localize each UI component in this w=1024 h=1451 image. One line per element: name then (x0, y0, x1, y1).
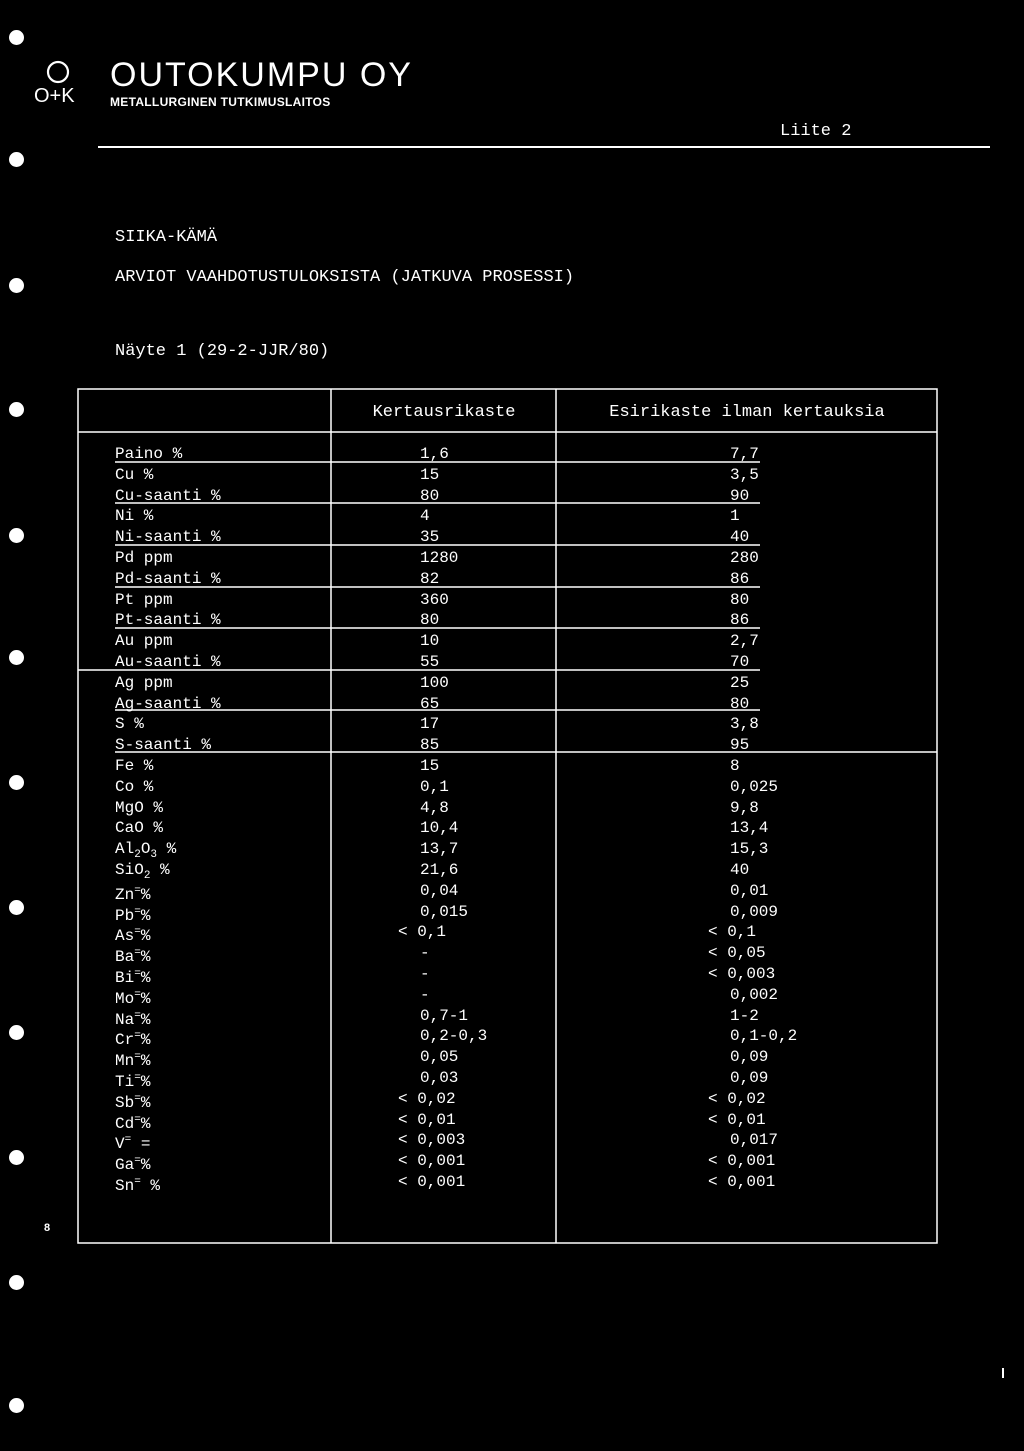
label-unit: % (140, 969, 151, 987)
label-base: O (140, 840, 151, 858)
value-kertausrikaste: 10,4 (420, 819, 459, 837)
value-kertausrikaste: 35 (420, 528, 440, 546)
label-base: Ti (115, 1073, 135, 1091)
row-label: Ag-saanti % (115, 695, 221, 713)
value-kertausrikaste: 1280 (420, 549, 459, 567)
value-kertausrikaste: 13,7 (420, 840, 459, 858)
row-label: Fe % (115, 757, 154, 775)
row-label: S % (115, 715, 144, 733)
value-esirikaste: 0,017 (730, 1131, 779, 1149)
label-base: Mn (115, 1052, 135, 1070)
value-esirikaste: 1 (730, 507, 740, 525)
value-kertausrikaste: 21,6 (420, 861, 459, 879)
value-esirikaste: 0,01 (730, 882, 769, 900)
label-superscript: = (134, 1030, 141, 1042)
label-base: Bi (115, 969, 135, 987)
value-esirikaste: < 0,01 (708, 1111, 766, 1129)
page-number: 8 (44, 1222, 51, 1234)
value-kertausrikaste: < 0,02 (398, 1090, 456, 1108)
label-unit: % (150, 861, 170, 879)
logo-text: O+K (34, 85, 75, 107)
value-kertausrikaste: 4 (420, 507, 430, 525)
value-esirikaste: 80 (730, 695, 750, 713)
value-esirikaste: < 0,001 (708, 1173, 776, 1191)
value-kertausrikaste: 10 (420, 632, 440, 650)
row-label: Cu-saanti % (115, 487, 221, 505)
value-kertausrikaste: 80 (420, 611, 440, 629)
label-superscript: = (134, 906, 141, 918)
row-label: Pt ppm (115, 591, 173, 609)
row-label: Ag ppm (115, 674, 173, 692)
value-kertausrikaste: < 0,001 (398, 1173, 466, 1191)
value-esirikaste: 0,09 (730, 1048, 769, 1066)
sample-label: Näyte 1 (29-2-JJR/80) (115, 342, 330, 361)
value-kertausrikaste: - (420, 965, 430, 983)
value-esirikaste: < 0,02 (708, 1090, 766, 1108)
label-unit: % (157, 840, 177, 858)
value-esirikaste: 2,7 (730, 632, 759, 650)
row-label: Pt-saanti % (115, 611, 221, 629)
value-esirikaste: 86 (730, 611, 750, 629)
value-esirikaste: < 0,1 (708, 923, 757, 941)
label-unit: % (140, 1177, 161, 1195)
value-kertausrikaste: 65 (420, 695, 440, 713)
value-esirikaste: 80 (730, 591, 750, 609)
label-unit: % (140, 1156, 151, 1174)
label-unit: % (140, 886, 151, 904)
label-base: Cd (115, 1115, 135, 1133)
row-label: Cu % (115, 466, 154, 484)
label-base: Ba (115, 948, 135, 966)
value-esirikaste: < 0,001 (708, 1152, 776, 1170)
value-kertausrikaste: 100 (420, 674, 449, 692)
value-kertausrikaste: 4,8 (420, 799, 449, 817)
value-kertausrikaste: < 0,001 (398, 1152, 466, 1170)
label-unit: % (140, 907, 151, 925)
row-label: MgO % (115, 799, 164, 817)
label-unit: % (140, 1115, 151, 1133)
value-kertausrikaste: 15 (420, 757, 440, 775)
row-label: Pd-saanti % (115, 570, 221, 588)
label-superscript: = (134, 1010, 141, 1022)
value-esirikaste: 90 (730, 487, 750, 505)
label-superscript: = (124, 1134, 132, 1146)
value-kertausrikaste: < 0,1 (398, 923, 447, 941)
value-kertausrikaste: 0,2-0,3 (420, 1027, 488, 1045)
value-esirikaste: 25 (730, 674, 750, 692)
value-kertausrikaste: < 0,01 (398, 1111, 456, 1129)
label-subscript: 3 (150, 849, 158, 861)
value-esirikaste: 15,3 (730, 840, 769, 858)
value-esirikaste: 40 (730, 528, 750, 546)
label-superscript: = (134, 1114, 141, 1126)
label-superscript: = (134, 885, 141, 897)
department-name: METALLURGINEN TUTKIMUSLAITOS (110, 95, 331, 109)
value-esirikaste: 280 (730, 549, 759, 567)
label-base: Sn (115, 1177, 135, 1195)
row-label: Ni % (115, 507, 154, 525)
label-unit: = (131, 1135, 151, 1153)
label-base: Cr (115, 1031, 135, 1049)
value-esirikaste: 86 (730, 570, 750, 588)
label-unit: % (140, 948, 151, 966)
value-kertausrikaste: 0,03 (420, 1069, 459, 1087)
label-base: Pb (115, 907, 135, 925)
row-label: S-saanti % (115, 736, 212, 754)
label-base: V (115, 1135, 125, 1153)
row-label: Paino % (115, 445, 183, 463)
label-superscript: = (134, 1051, 141, 1063)
appendix-label: Liite 2 (780, 122, 852, 141)
label-base: Zn (115, 886, 135, 904)
label-unit: % (140, 1011, 151, 1029)
label-unit: % (140, 990, 151, 1008)
value-kertausrikaste: 0,1 (420, 778, 449, 796)
row-label: CaO % (115, 819, 164, 837)
label-unit: % (140, 1052, 151, 1070)
value-kertausrikaste: 0,05 (420, 1048, 459, 1066)
value-esirikaste: 0,002 (730, 986, 779, 1004)
value-esirikaste: 3,8 (730, 715, 759, 733)
edge-mark (1002, 1368, 1004, 1378)
value-esirikaste: 13,4 (730, 819, 769, 837)
value-kertausrikaste: 360 (420, 591, 449, 609)
row-label: Pd ppm (115, 549, 173, 567)
row-label: Au ppm (115, 632, 173, 650)
value-kertausrikaste: 82 (420, 570, 440, 588)
value-kertausrikaste: 1,6 (420, 445, 449, 463)
value-esirikaste: 40 (730, 861, 750, 879)
column-header-kertausrikaste: Kertausrikaste (372, 403, 516, 422)
value-kertausrikaste: 15 (420, 466, 440, 484)
company-name: OUTOKUMPU OY (110, 56, 413, 94)
label-superscript: = (134, 926, 141, 938)
value-esirikaste: 0,09 (730, 1069, 769, 1087)
value-esirikaste: 8 (730, 757, 740, 775)
label-base: As (115, 927, 135, 945)
label-base: Na (115, 1011, 135, 1029)
document-subtitle: ARVIOT VAAHDOTUSTULOKSISTA (JATKUVA PROSESSI) (115, 268, 575, 287)
label-base: Al (115, 840, 135, 858)
label-base: Ga (115, 1156, 135, 1174)
value-esirikaste: 95 (730, 736, 750, 754)
value-kertausrikaste: - (420, 944, 430, 962)
label-superscript: = (134, 1093, 141, 1105)
label-superscript: = (134, 968, 141, 980)
value-esirikaste: 0,025 (730, 778, 779, 796)
value-kertausrikaste: 0,015 (420, 903, 469, 921)
document-title: SIIKA-KÄMÄ (115, 228, 218, 247)
value-esirikaste: < 0,05 (708, 944, 766, 962)
value-kertausrikaste: 85 (420, 736, 440, 754)
label-base: Mo (115, 990, 135, 1008)
value-kertausrikaste: 17 (420, 715, 440, 733)
label-superscript: = (134, 1155, 141, 1167)
value-esirikaste: 70 (730, 653, 750, 671)
label-subscript: 2 (134, 849, 141, 861)
row-label: Ni-saanti % (115, 528, 221, 546)
value-kertausrikaste: < 0,003 (398, 1131, 466, 1149)
value-esirikaste: 0,009 (730, 903, 779, 921)
label-base: Sb (115, 1094, 135, 1112)
value-kertausrikaste: - (420, 986, 430, 1004)
label-superscript: = (134, 1176, 141, 1188)
label-base: SiO (115, 861, 144, 879)
value-esirikaste: < 0,003 (708, 965, 776, 983)
label-unit: % (140, 1094, 151, 1112)
row-label: Au-saanti % (115, 653, 221, 671)
row-label (115, 1172, 160, 1196)
label-subscript: 2 (143, 870, 151, 882)
value-esirikaste: 7,7 (730, 445, 759, 463)
value-esirikaste: 0,1-0,2 (730, 1027, 798, 1045)
label-unit: % (140, 1073, 151, 1091)
value-kertausrikaste: 55 (420, 653, 440, 671)
column-header-esirikaste: Esirikaste ilman kertauksia (609, 403, 885, 422)
label-superscript: = (134, 989, 141, 1001)
value-kertausrikaste: 0,7-1 (420, 1007, 469, 1025)
value-kertausrikaste: 0,04 (420, 882, 459, 900)
row-label: Co % (115, 778, 154, 796)
value-kertausrikaste: 80 (420, 487, 440, 505)
value-esirikaste: 3,5 (730, 466, 759, 484)
value-esirikaste: 1-2 (730, 1007, 759, 1025)
value-esirikaste: 9,8 (730, 799, 759, 817)
label-unit: % (140, 927, 151, 945)
label-superscript: = (134, 1072, 141, 1084)
label-unit: % (140, 1031, 151, 1049)
label-superscript: = (134, 947, 141, 959)
